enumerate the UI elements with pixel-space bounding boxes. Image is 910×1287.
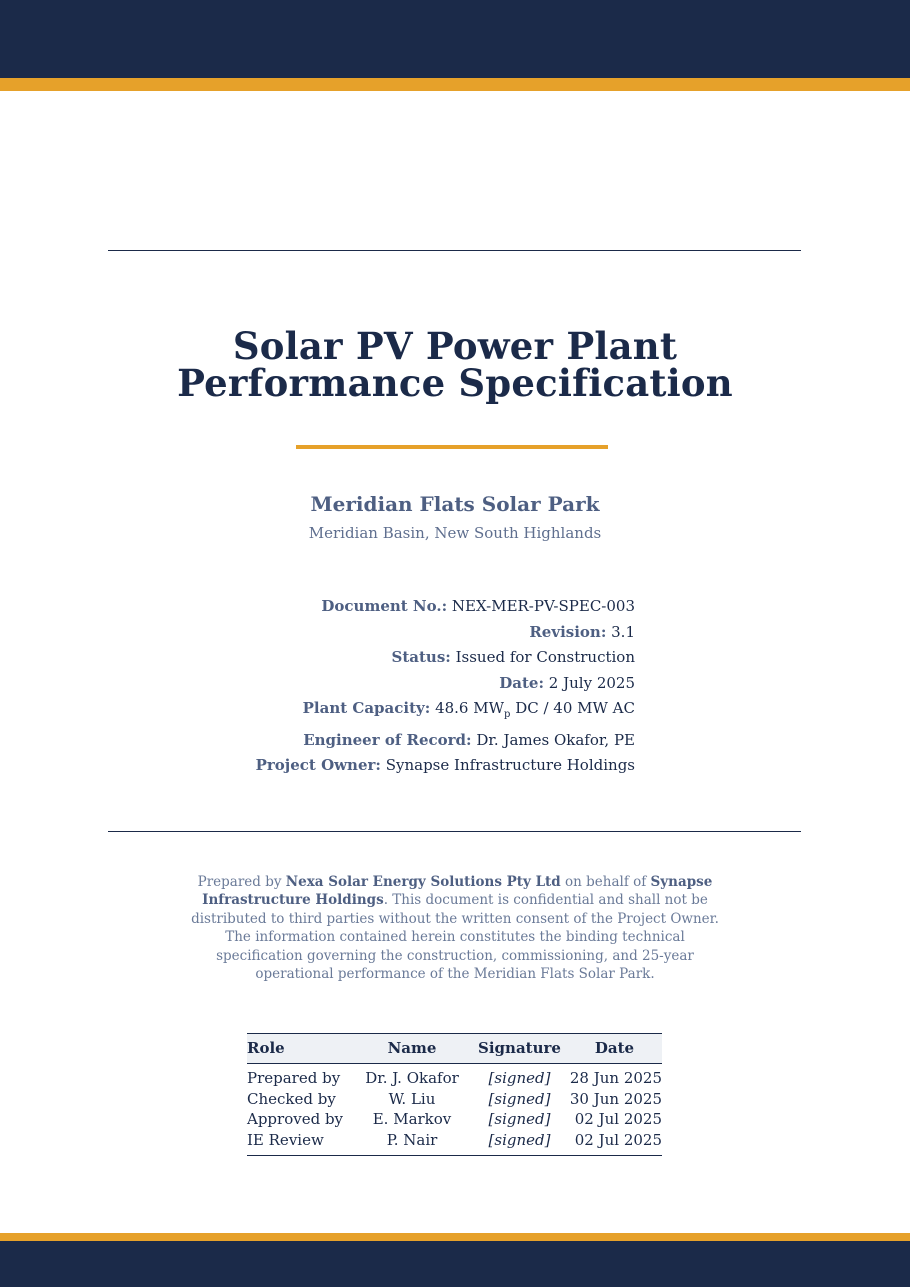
column-header-date: Date [567,1034,662,1064]
meta-value-subscript: p [504,709,511,720]
client-name: Synapse Infrastructure Holdings [202,874,713,909]
meta-value: Dr. James Okafor, PE [476,730,635,749]
cell-signature: [signed] [488,1089,551,1108]
footer-accent-stripe [0,1233,910,1241]
preparer-name: Nexa Solar Energy Solutions Pty Ltd [285,874,561,890]
cell-signature: [signed] [488,1131,551,1150]
project-name: Meridian Flats Solar Park [310,492,600,516]
prepared-prefix: Prepared by [197,874,286,890]
signoff-table [247,1033,662,1156]
cell-signature: [signed] [488,1110,551,1129]
document-title [0,324,910,405]
cell-role: Prepared by [247,1069,341,1087]
title-line-2: Performance Specification [177,361,733,405]
title-line-1: Solar PV Power Plant [232,324,678,368]
cell-name: Dr. J. Okafor [365,1069,459,1087]
meta-label: Status: [391,648,451,666]
prepared-body: . This document is confidential and shall not be distributed to third parties without the written consent of the Project Owner. The information contained herein constitutes the binding technical specification governing the construction, commissioning, and 25-year operational performance of the Meridian Flats Solar Park. [191,892,719,983]
project-location: Meridian Basin, New South Highlands [308,524,602,542]
bottom-divider [108,831,801,832]
cell-name: E. Markov [372,1110,452,1129]
cell-name: W. Liu [388,1089,436,1108]
cell-name: P. Nair [386,1131,438,1150]
meta-revision [256,620,635,646]
column-header-signature: Signature [472,1034,567,1064]
cell-role: IE Review [247,1131,324,1150]
cell-signature: [signed] [488,1069,551,1087]
meta-owner [256,753,635,779]
cell-date: 02 Jul 2025 [574,1110,662,1129]
meta-plant-capacity [256,696,635,728]
column-header-role: Role [247,1034,352,1064]
cell-role: Approved by [247,1110,344,1129]
meta-label: Plant Capacity: [302,699,431,717]
footer-band [0,1241,910,1287]
table-row [247,1089,662,1110]
meta-label: Engineer of Record: [303,730,472,749]
meta-document-no [256,594,635,620]
cell-date: 28 Jun 2025 [569,1069,662,1087]
meta-engineer [256,728,635,754]
meta-date [256,671,635,697]
meta-value: 48.6 MW [435,699,505,717]
meta-value: 2 July 2025 [548,673,635,692]
meta-value: 3.1 [611,622,635,641]
header-band [0,0,910,78]
signoff-header-row [247,1034,662,1064]
header-accent-stripe [0,78,910,91]
prepared-middle: on behalf of [560,874,651,890]
cell-date: 02 Jul 2025 [574,1131,662,1150]
meta-value: NEX-MER-PV-SPEC-003 [451,597,635,615]
top-divider [108,250,801,251]
meta-label: Date: [499,673,545,692]
meta-value: Issued for Construction [455,648,635,666]
document-metadata [256,594,635,779]
table-row [247,1109,662,1130]
meta-status [256,645,635,671]
title-accent-bar [296,445,608,449]
cell-date: 30 Jun 2025 [569,1089,662,1108]
meta-value: Synapse Infrastructure Holdings [385,756,635,774]
column-header-name: Name [352,1034,472,1064]
meta-label: Project Owner: [255,756,381,774]
meta-value: DC / 40 MW AC [510,699,635,717]
table-row [247,1064,662,1089]
meta-label: Revision: [529,622,607,641]
table-row [247,1130,662,1155]
confidentiality-statement [184,873,726,983]
meta-label: Document No.: [321,597,448,615]
cell-role: Checked by [247,1089,336,1108]
